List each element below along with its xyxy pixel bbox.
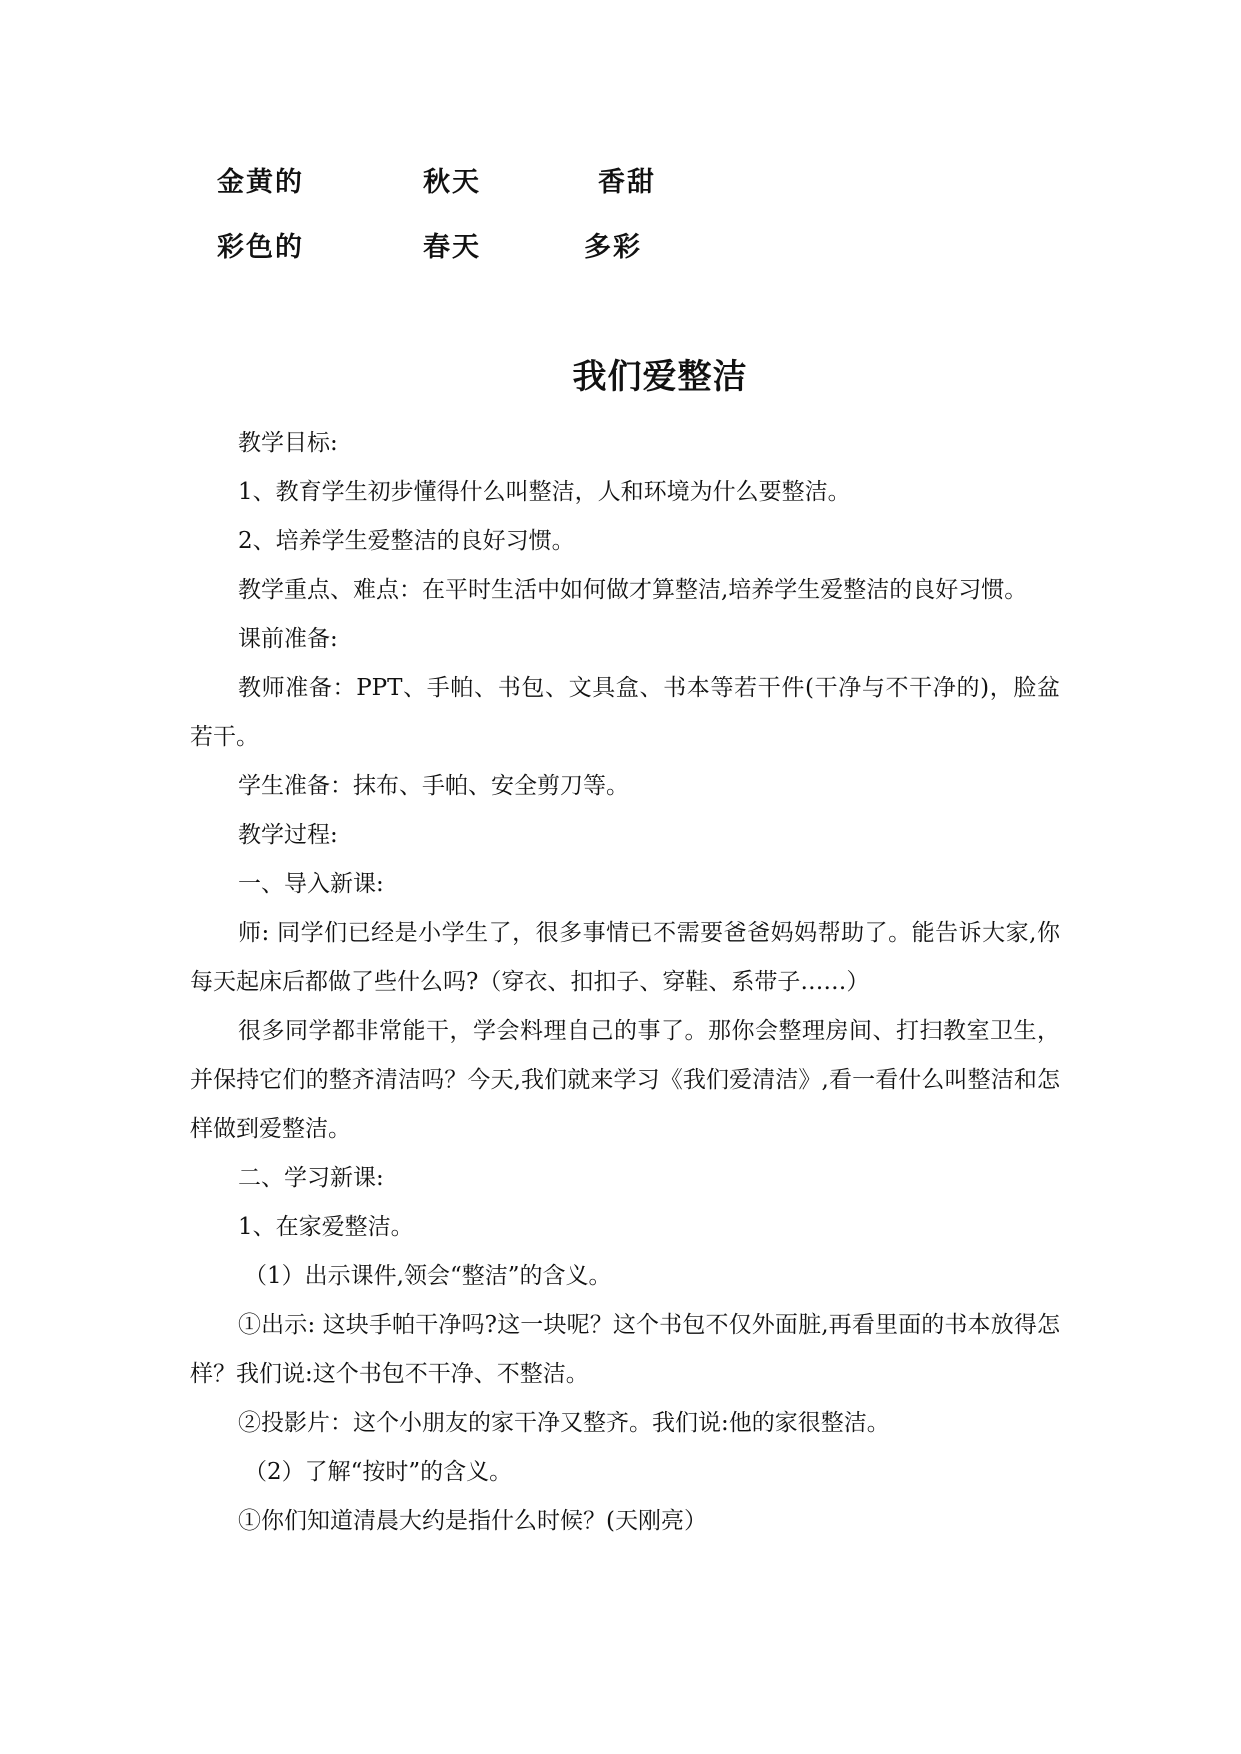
paragraph: 很多同学都非常能干，学会料理自己的事了。那你会整理房间、打扫教室卫生，并保持它们的整齐清洁吗？今天,我们就来学习《我们爱清洁》,看一看什么叫整洁和怎样做到爱整洁。 (190, 1018, 1060, 1142)
paragraph: ①你们知道清晨大约是指什么时候？(天刚亮） (238, 1508, 707, 1534)
paragraph: （2）了解“按时”的含义。 (244, 1459, 513, 1485)
paragraph: ①出示: 这块手帕干净吗?这一块呢？这个书包不仅外面脏,再看里面的书本放得怎样？我们说:这个书包不干净、不整洁。 (190, 1312, 1060, 1387)
word-r1-c3: 香甜 (598, 167, 656, 198)
word-r2-c1: 彩色的 (217, 232, 304, 263)
paragraph: 教师准备：PPT、手帕、书包、文具盒、书本等若干件(干净与不干净的)，脸盆若干。 (190, 675, 1060, 750)
paragraph: 师: 同学们已经是小学生了，很多事情已不需要爸爸妈妈帮助了。能告诉大家,你每天起床后都做了些什么吗?（穿衣、扣扣子、穿鞋、系带子……） (190, 920, 1060, 995)
paragraph: 1、在家爱整洁。 (238, 1214, 414, 1240)
paragraph: 教学目标: (238, 430, 338, 456)
paragraph: 1、教育学生初步懂得什么叫整洁，人和环境为什么要整洁。 (238, 479, 851, 505)
word-r1-c2: 秋天 (423, 167, 481, 198)
paragraph: 课前准备: (238, 626, 338, 652)
word-r2-c2: 春天 (423, 232, 481, 263)
paragraph: 一、导入新课: (238, 871, 384, 897)
word-r1-c1: 金黄的 (217, 167, 304, 198)
paragraph: （1）出示课件,领会“整洁”的含义。 (244, 1263, 612, 1289)
paragraph: 二、学习新课: (238, 1165, 384, 1191)
lesson-body (190, 419, 1060, 1546)
paragraph: 教学重点、难点：在平时生活中如何做才算整洁,培养学生爱整洁的良好习惯。 (238, 577, 1028, 603)
word-r2-c3: 多彩 (584, 232, 642, 263)
paragraph: 2、培养学生爱整洁的良好习惯。 (238, 528, 575, 554)
paragraph: ②投影片：这个小朋友的家干净又整齐。我们说:他的家很整洁。 (238, 1410, 890, 1436)
paragraph: 教学过程: (238, 822, 338, 848)
paragraph: 学生准备：抹布、手帕、安全剪刀等。 (238, 773, 629, 799)
lesson-title: 我们爱整洁 (572, 357, 748, 397)
